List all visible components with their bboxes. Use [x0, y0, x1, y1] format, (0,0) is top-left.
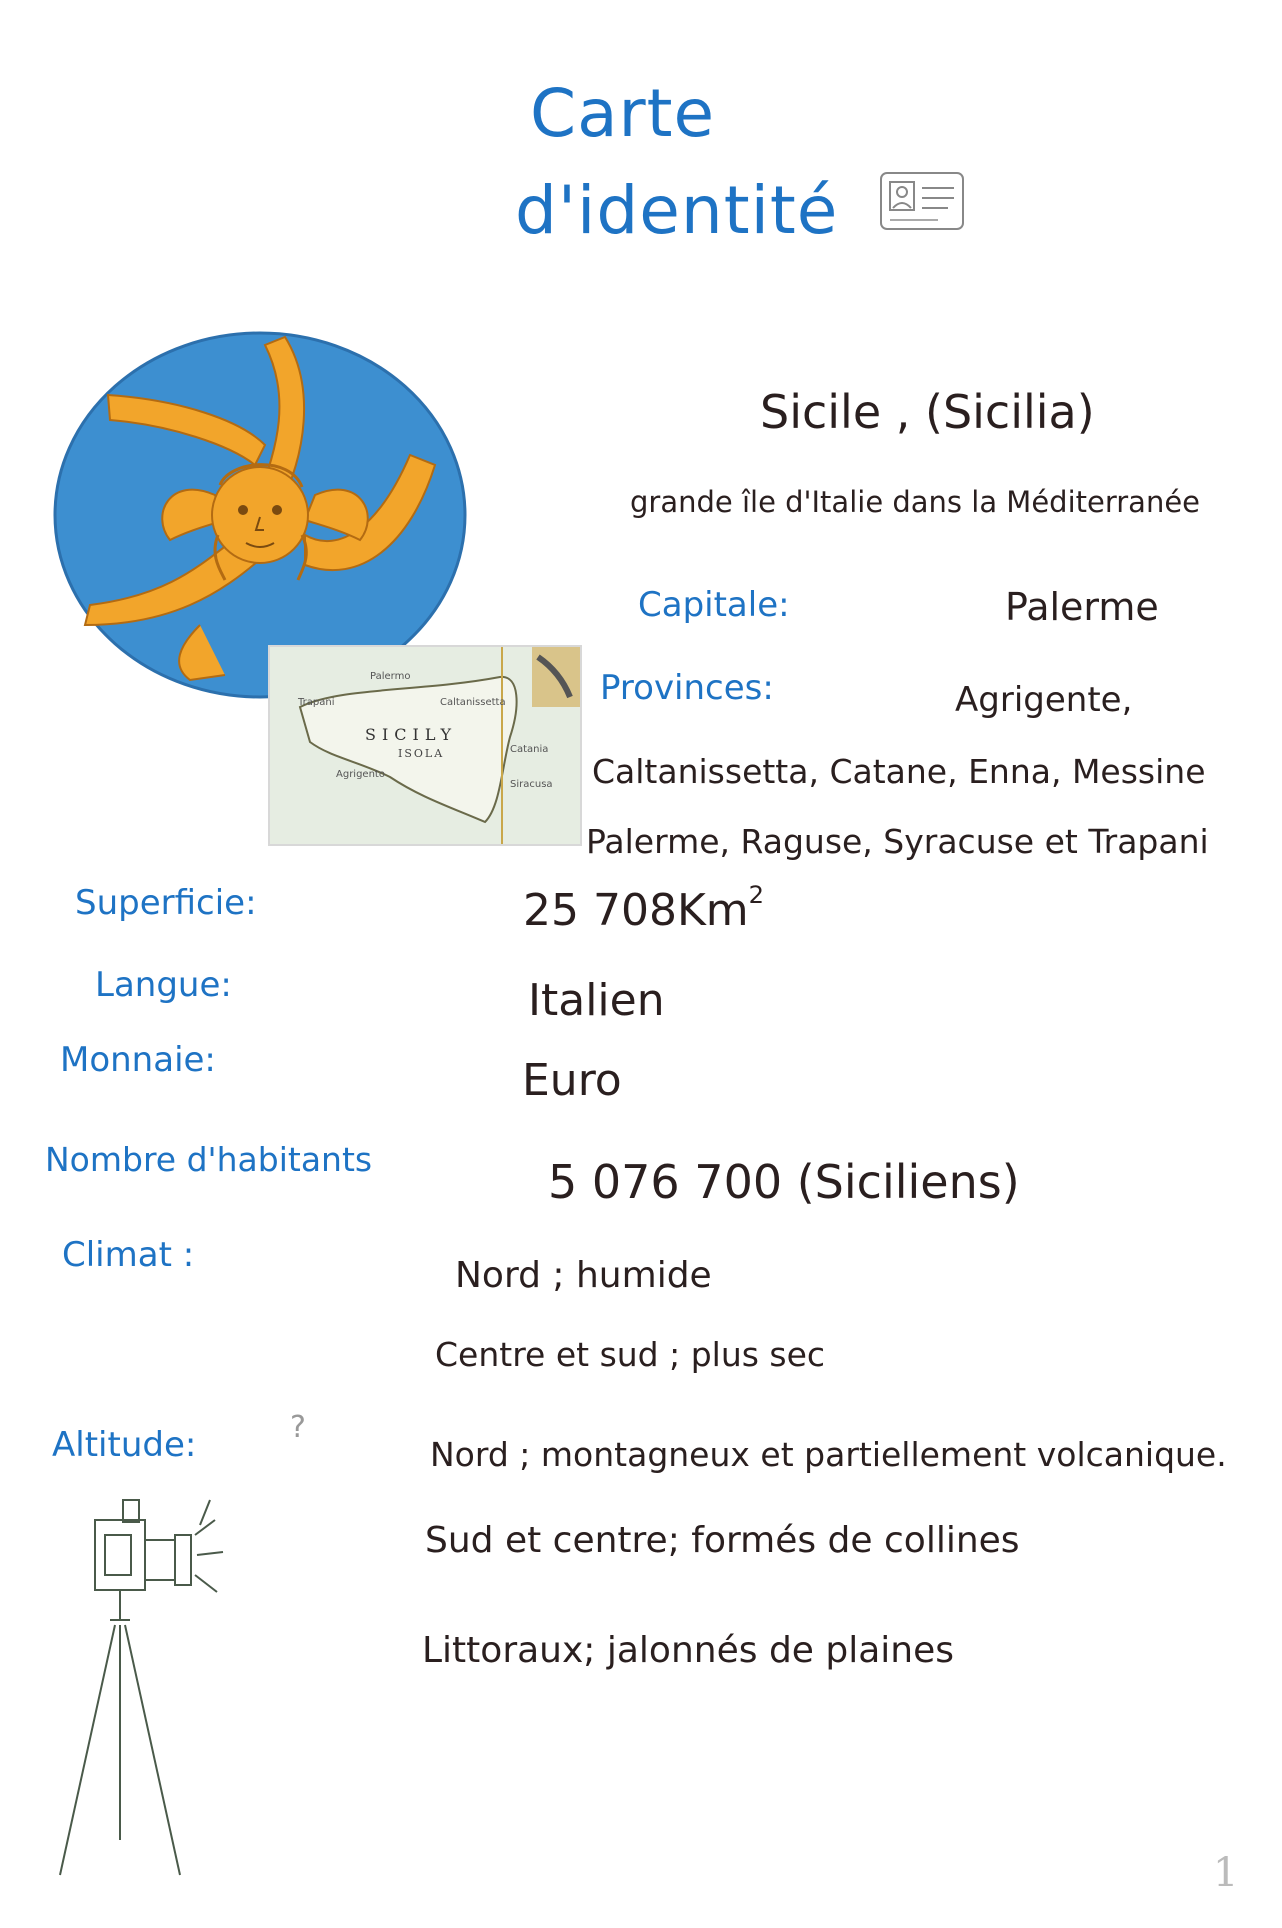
page-number: 1 — [1213, 1850, 1239, 1896]
currency-value: Euro — [522, 1055, 622, 1106]
svg-text:Palermo: Palermo — [370, 671, 411, 682]
title-line-1: Carte — [530, 75, 716, 152]
provinces-line-2: Caltanissetta, Catane, Enna, Messine — [592, 752, 1206, 791]
title-line-2: d'identité — [515, 172, 839, 249]
svg-text:Siracusa: Siracusa — [510, 779, 553, 790]
camera-tripod-drawing — [55, 1480, 245, 1880]
sicily-map-outline — [270, 647, 580, 844]
altitude-south-center: Sud et centre; formés de collines — [425, 1520, 1020, 1561]
map-caption-sub: ISOLA — [398, 747, 445, 760]
altitude-coast: Littoraux; jalonnés de plaines — [422, 1630, 955, 1671]
svg-text:Caltanissetta: Caltanissetta — [440, 697, 506, 708]
region-name: Sicile , (Sicilia) — [760, 385, 1095, 439]
language-label: Langue: — [95, 965, 232, 1005]
area-value — [523, 881, 765, 936]
climate-label: Climat : — [62, 1235, 195, 1275]
svg-text:Trapani: Trapani — [298, 697, 335, 708]
sicily-map-image — [268, 645, 582, 846]
population-value: 5 076 700 (Siciliens) — [548, 1155, 1020, 1209]
area-unit-superscript: 2 — [748, 881, 765, 909]
currency-label: Monnaie: — [60, 1040, 216, 1080]
provinces-label: Provinces: — [600, 668, 774, 708]
question-mark: ? — [290, 1410, 306, 1445]
altitude-north: Nord ; montagneux et partiellement volcanique. — [430, 1435, 1227, 1474]
population-label: Nombre d'habitants — [45, 1140, 373, 1179]
capital-value: Palerme — [1005, 585, 1159, 629]
area-label: Superficie: — [75, 883, 257, 923]
id-card-icon — [878, 170, 966, 232]
provinces-line-1: Agrigente, — [955, 680, 1133, 720]
capital-label: Capitale: — [638, 585, 790, 625]
climate-north: Nord ; humide — [455, 1255, 712, 1296]
svg-text:Catania: Catania — [510, 744, 549, 755]
provinces-line-3: Palerme, Raguse, Syracuse et Trapani — [586, 822, 1209, 861]
climate-center-south: Centre et sud ; plus sec — [435, 1335, 826, 1374]
area-number: 25 708Km — [523, 885, 749, 936]
altitude-label: Altitude: — [52, 1425, 197, 1465]
region-description: grande île d'Italie dans la Méditerranée — [630, 485, 1201, 519]
map-caption-main: SICILY — [365, 725, 458, 744]
svg-text:Agrigento: Agrigento — [336, 769, 385, 780]
language-value: Italien — [528, 975, 665, 1026]
